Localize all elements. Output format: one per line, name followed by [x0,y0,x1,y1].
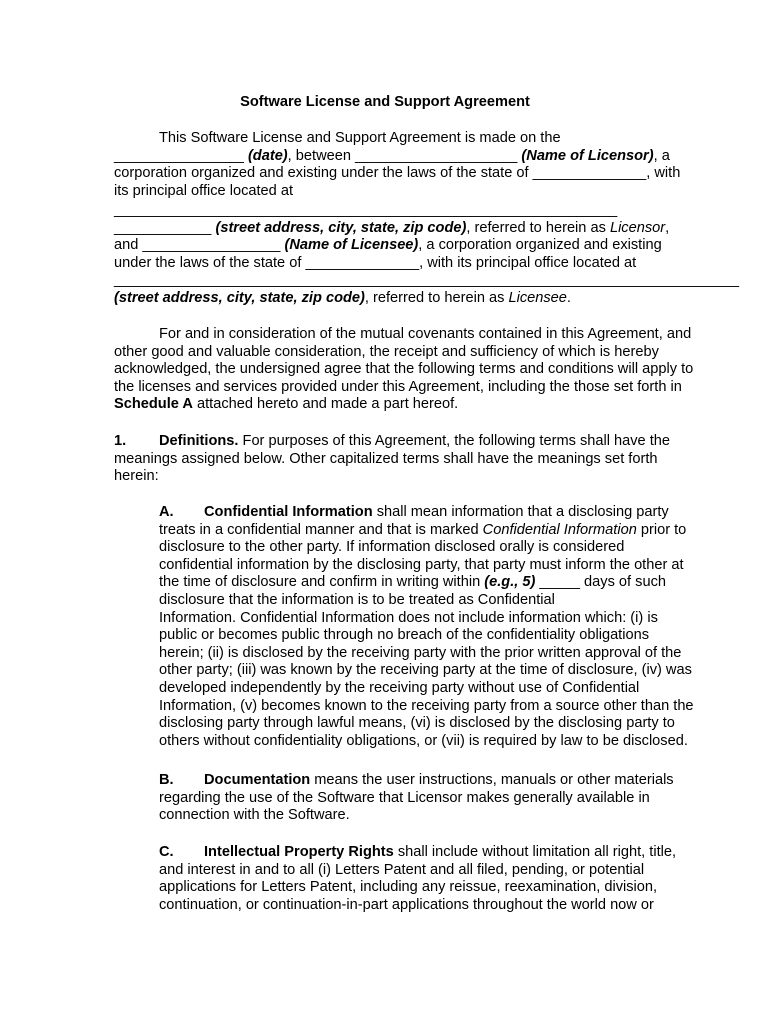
definition-a-line-13: disclosing party through lawful means, (vi) is disclosed by the disclosing party to [159,715,675,732]
licensee-address-block [114,272,739,307]
intro-line-2: ________________ (date), between ____________________ (Name of Licensor), a [114,147,670,164]
intro-line-1: This Software License and Support Agreement is made on the [159,130,561,146]
section-1-number: 1. [114,433,127,449]
definition-a [159,504,719,750]
definition-a-line-7: Information. Confidential Information does not include information which: (i) is [159,609,658,626]
definition-b-line-3: connection with the Software. [159,807,350,824]
definition-b-letter: B. [159,772,174,788]
consideration-line-5: Schedule A attached hereto and made a part hereof. [114,396,459,413]
definition-a-term: Confidential Information [204,504,373,520]
consideration-paragraph [114,326,714,414]
definition-c-line-3: applications for Letters Patent, including any reissue, reexamination, division, [159,879,658,896]
licensee-address-blank: _____________________________________________________________________________ [114,272,739,288]
consideration-line-2: other good and valuable consideration, the receipt and sufficiency of which is hereby [114,343,659,360]
definition-c-term: Intellectual Property Rights [204,844,394,860]
definition-a-line-4: confidential information by the disclosing party, that party must inform the other at [159,556,684,573]
section-1-line-3: herein: [114,468,159,485]
definition-a-line-2: treats in a confidential manner and that is marked Confidential Information prior to [159,521,687,538]
section-1-line-2: meanings assigned below. Other capitalized terms shall have the meanings set forth [114,450,658,467]
definition-a-line-9: herein; (ii) is disclosed by the receiving party with the prior written approval of the [159,644,682,661]
definition-c-line-4: continuation, or continuation-in-part applications throughout the world now or [159,896,654,913]
definition-c-letter: C. [159,844,174,860]
definition-a-line-1: A. Confidential Information shall mean information that a disclosing party [159,504,669,520]
section-1-line-1: 1. Definitions. For purposes of this Agreement, the following terms shall have the [114,433,671,449]
consideration-line-4: the licenses and services provided under this Agreement, including the those set forth in [114,378,682,395]
definition-b [159,772,719,825]
definition-a-line-6: disclosure that the information is to be treated as Confidential [159,591,555,608]
licensor-address-line: ____________ (street address, city, state, zip code), referred to herein as Licensor, [114,219,670,236]
section-1-definitions [114,433,714,486]
licensor-address-blank: ______________________________________________________________ [114,202,618,218]
consideration-line-1: For and in consideration of the mutual covenants contained in this Agreement, and [159,326,692,342]
licensee-state-line: under the laws of the state of ______________, with its principal office located at [114,254,637,271]
section-1-heading: Definitions. [159,433,239,449]
intro-paragraph [114,130,714,200]
document-title: Software License and Support Agreement [240,94,530,110]
definition-a-line-11: developed independently by the receiving party without use of Confidential [159,679,640,696]
licensee-name-line: and _________________ (Name of Licensee), a corporation organized and existing [114,237,662,254]
definition-c-line-1: C. Intellectual Property Rights shall include without limitation all right, title, [159,844,677,860]
definition-b-term: Documentation [204,772,311,788]
definition-a-line-10: other party; (iii) was known by the receiving party at the time of disclosure, (iv) was [159,662,692,679]
definition-b-line-2: regarding the use of the Software that Licensor makes generally available in [159,789,650,806]
consideration-line-3: acknowledged, the undersigned agree that the following terms and conditions will apply to [114,361,694,378]
licensee-address-line: (street address, city, state, zip code), referred to herein as Licensee. [114,289,571,306]
intro-line-3: corporation organized and existing under the laws of the state of ______________, with [114,165,681,182]
definition-a-line-14: others without confidentiality obligations, or (vii) is required by law to be disclosed. [159,732,688,749]
definition-a-line-8: public or becomes public through no breach of the confidentiality obligations [159,627,650,644]
intro-line-4: its principal office located at [114,182,294,199]
definition-a-line-5: the time of disclosure and confirm in writing within (e.g., 5) _____ days of such [159,574,666,591]
definition-a-letter: A. [159,504,174,520]
definition-c [159,844,719,914]
definition-a-line-3: disclosure to the other party. If information disclosed orally is considered [159,539,625,556]
licensor-address-block [114,202,714,272]
definition-b-line-1: B. Documentation means the user instructions, manuals or other materials [159,772,674,788]
definition-a-line-12: Information, (v) becomes known to the receiving party from a source other than the [159,697,694,714]
definition-c-line-2: and interest in and to all (i) Letters Patent and all filed, pending, or potential [159,861,645,878]
